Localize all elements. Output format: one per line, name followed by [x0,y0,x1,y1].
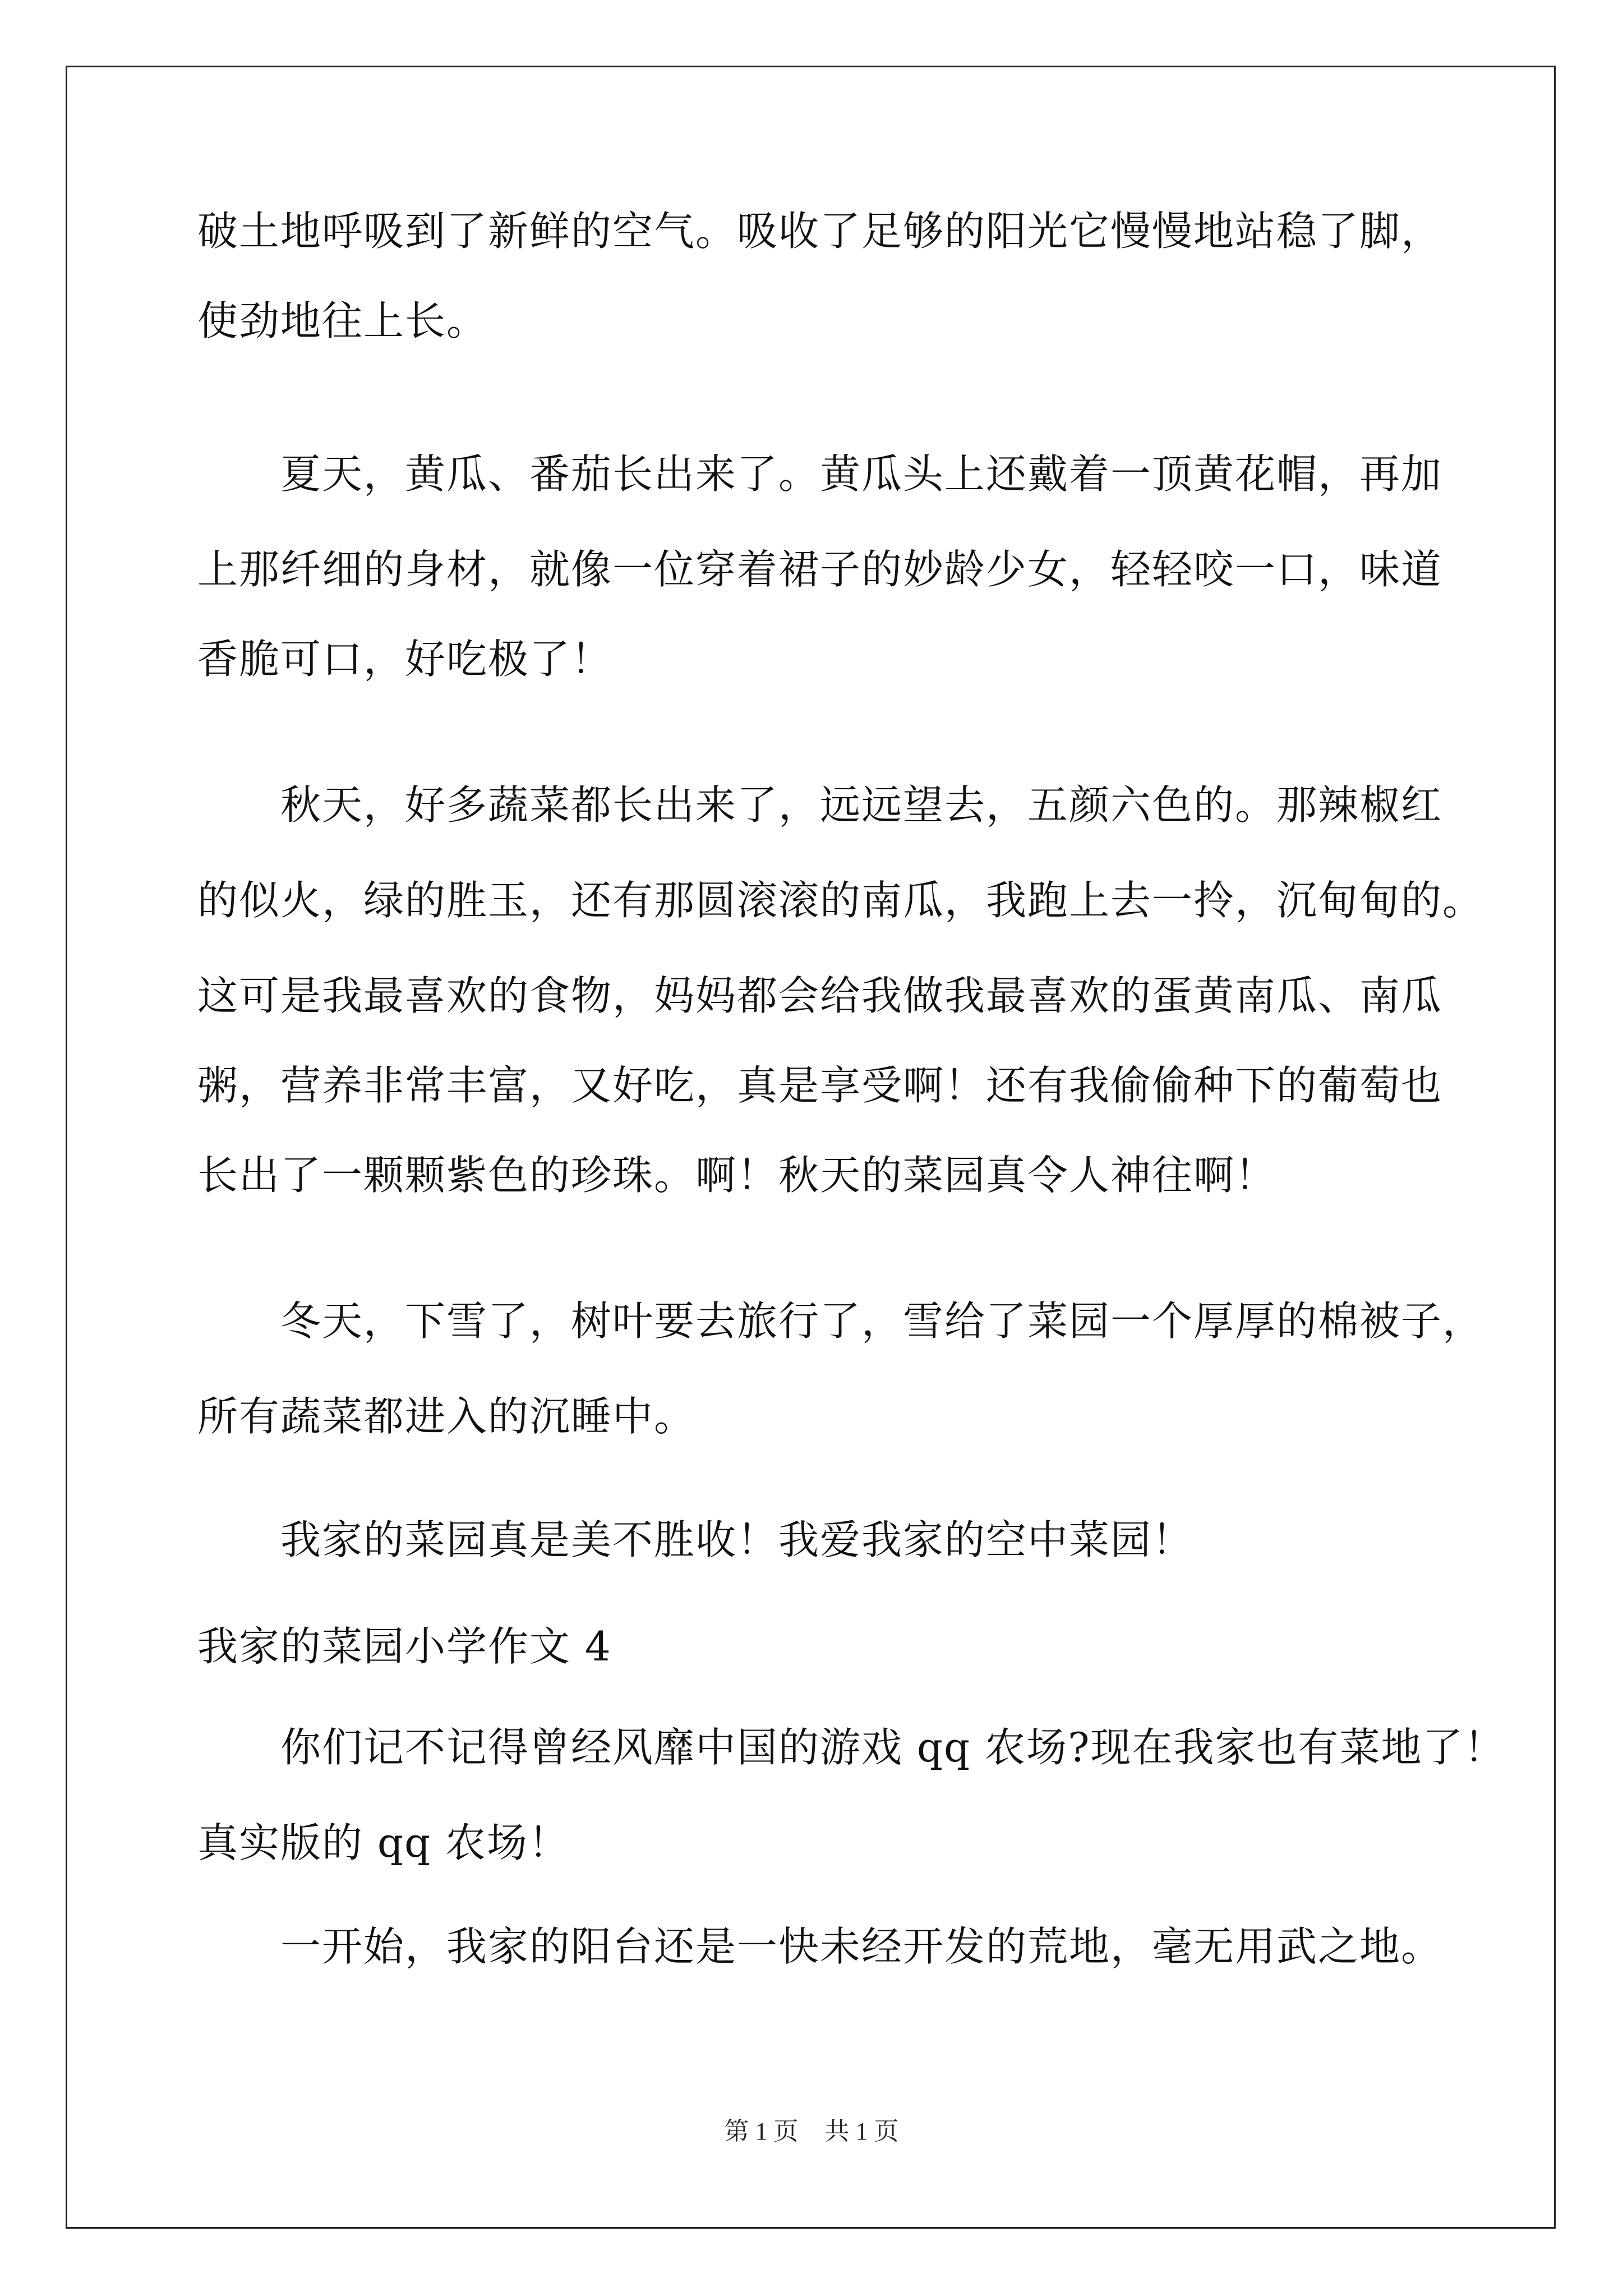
paragraph-start: 一开始，我家的阳台还是一快未经开发的荒地，毫无用武之地。 [280,1923,1443,1970]
page-footer [0,2115,1623,2148]
page-number: 第 1 页 [724,2118,799,2145]
text-line: 长出了一颗颗紫色的珍珠。啊！秋天的菜园真令人神往啊！ [197,1152,1277,1199]
text-line: 真实版的 qq 农场！ [197,1819,570,1866]
paragraph-start: 冬天，下雪了，树叶要去旅行了，雪给了菜园一个厚厚的棉被子， [280,1297,1484,1345]
text-line: 香脆可口，好吃极了！ [197,636,613,683]
text-line: 破土地呼吸到了新鲜的空气。吸收了足够的阳光它慢慢地站稳了脚， [197,208,1443,255]
page-total: 共 1 页 [824,2118,899,2145]
text-line: 使劲地往上长。 [197,297,488,344]
text-line: 的似火，绿的胜玉，还有那圆滚滚的南瓜，我跑上去一拎，沉甸甸的。 [197,877,1484,924]
paragraph-start: 夏天，黄瓜、番茄长出来了。黄瓜头上还戴着一顶黄花帽，再加 [280,450,1443,498]
text-line: 所有蔬菜都进入的沉睡中。 [197,1393,696,1440]
text-line: 这可是我最喜欢的食物，妈妈都会给我做我最喜欢的蛋黄南瓜、南瓜 [197,972,1443,1019]
section-heading: 我家的菜园小学作文 4 [197,1623,612,1670]
text-line: 粥，营养非常丰富，又好吃，真是享受啊！还有我偷偷种下的葡萄也 [197,1062,1443,1109]
paragraph-start: 秋天，好多蔬菜都长出来了，远远望去，五颜六色的。那辣椒红 [280,781,1443,829]
text-line: 上那纤细的身材，就像一位穿着裙子的妙龄少女，轻轻咬一口，味道 [197,546,1443,593]
paragraph-start: 我家的菜园真是美不胜收！我爱我家的空中菜园！ [280,1516,1194,1563]
paragraph-start: 你们记不记得曾经风靡中国的游戏 qq 农场?现在我家也有菜地了！ [280,1724,1506,1771]
